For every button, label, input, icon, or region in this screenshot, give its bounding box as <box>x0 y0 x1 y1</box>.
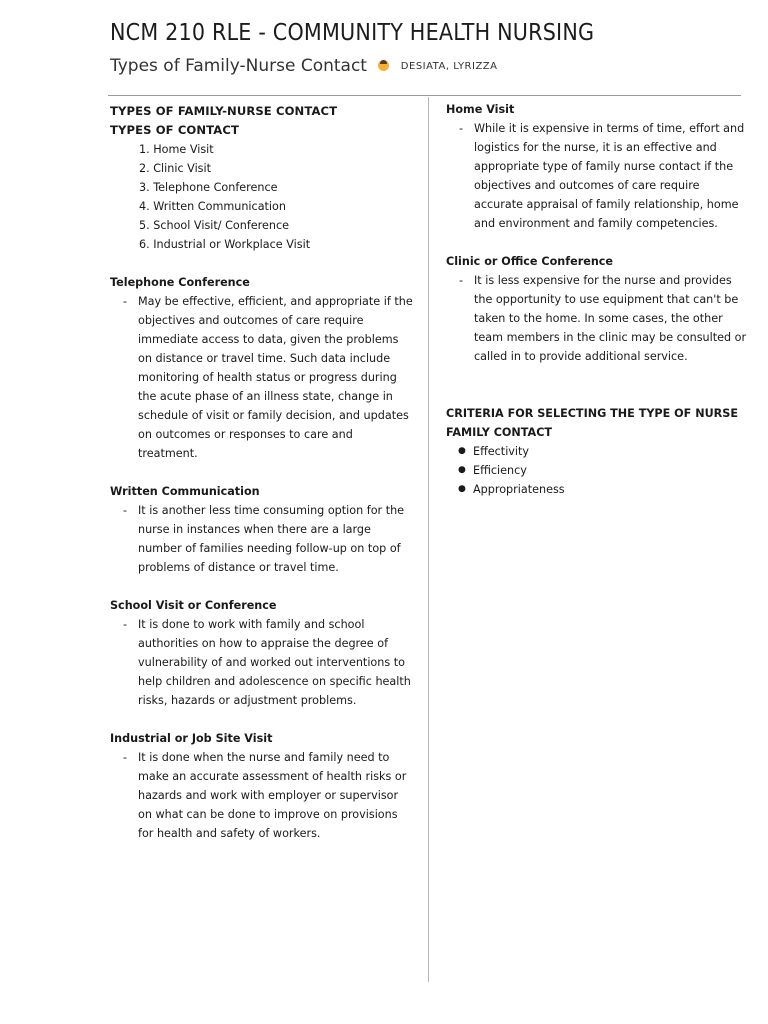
subtitle-text: Types of Family-Nurse Contact <box>110 56 367 76</box>
telephone-text: May be effective, efficient, and appropriate if the objectives and outcomes of care require immediate access to data, given the problems on distance or travel time. Such data include monitoring of health status or progress during the acute phase of an illness state, change in schedule of visit or family decision, and updates on outcomes or responses to care and treatment. <box>138 295 413 460</box>
dash-marker: - <box>459 122 464 135</box>
dash-marker: - <box>459 274 464 287</box>
bullet-icon: ● <box>458 465 466 475</box>
telephone-item <box>110 292 415 463</box>
list-item: 2. Clinic Visit <box>139 162 212 175</box>
bullet-icon: ● <box>458 484 466 494</box>
list-item <box>446 442 751 461</box>
criteria-heading-line2: FAMILY CONTACT <box>446 426 553 439</box>
document-subtitle <box>110 56 498 76</box>
list-item: 1. Home Visit <box>139 143 214 156</box>
list-item <box>446 461 751 480</box>
list-item <box>446 480 751 499</box>
criteria-heading-line1: CRITERIA FOR SELECTING THE TYPE OF NURSE <box>446 407 738 420</box>
criteria-text: Efficiency <box>473 464 527 477</box>
spacer <box>110 463 415 482</box>
criteria-list <box>446 442 751 499</box>
school-text: It is done to work with family and school authorities on how to appraise the degree of vulnerability of and worked out interventions to help children and adolescence on specific health risks, hazards or adjustment problems. <box>138 618 411 707</box>
school-item <box>110 615 415 710</box>
spacer <box>446 385 751 404</box>
dash-marker: - <box>123 751 128 764</box>
right-column <box>446 100 751 499</box>
telephone-heading: Telephone Conference <box>110 276 250 289</box>
list-item: 5. School Visit/ Conference <box>139 219 290 232</box>
clinic-text: It is less expensive for the nurse and provides the opportunity to use equipment that can't be taken to the home. In some cases, the other team members in the clinic may be consulted or called in to provide additional service. <box>474 274 747 363</box>
industrial-item <box>110 748 415 843</box>
industrial-text: It is done when the nurse and family need to make an accurate assessment of health risks or hazards and work with employer or supervisor on what can be done to improve on provisions for health and safety of workers. <box>138 751 407 840</box>
spacer <box>110 254 415 273</box>
spacer <box>110 577 415 596</box>
criteria-heading <box>446 404 751 442</box>
list-item: 4. Written Communication <box>139 200 286 213</box>
home-item <box>446 119 751 233</box>
list-item: 3. Telephone Conference <box>139 181 278 194</box>
spacer <box>446 366 751 385</box>
home-heading: Home Visit <box>446 103 515 116</box>
spacer <box>446 233 751 252</box>
written-item <box>110 501 415 577</box>
written-heading: Written Communication <box>110 485 260 498</box>
clinic-item <box>446 271 751 366</box>
criteria-text: Appropriateness <box>473 483 565 496</box>
bullet-icon: ● <box>458 446 466 456</box>
author-name: DESIATA, LYRIZZA <box>400 61 498 72</box>
home-text: While it is expensive in terms of time, effort and logistics for the nurse, it is an effective and appropriate type of family nurse contact if the objectives and outcomes of care require accurate appraisal of family relationship, home and environment and family competencies. <box>474 122 745 230</box>
left-column <box>110 102 415 843</box>
document-title: NCM 210 RLE - COMMUNITY HEALTH NURSING <box>110 20 595 46</box>
author-avatar-icon <box>378 60 389 71</box>
header-rule <box>108 95 741 96</box>
school-heading: School Visit or Conference <box>110 599 277 612</box>
clinic-heading: Clinic or Office Conference <box>446 255 614 268</box>
criteria-text: Effectivity <box>473 445 530 458</box>
spacer <box>110 710 415 729</box>
column-divider <box>428 97 429 982</box>
industrial-heading: Industrial or Job Site Visit <box>110 732 273 745</box>
dash-marker: - <box>123 295 128 308</box>
dash-marker: - <box>123 504 128 517</box>
types-heading: TYPES OF CONTACT <box>110 123 239 137</box>
dash-marker: - <box>123 618 128 631</box>
main-heading: TYPES OF FAMILY-NURSE CONTACT <box>110 104 338 118</box>
written-text: It is another less time consuming option for the nurse in instances when there are a large number of families needing follow-up on top of problems of distance or travel time. <box>138 504 405 574</box>
list-item: 6. Industrial or Workplace Visit <box>139 238 311 251</box>
types-list <box>110 140 415 254</box>
